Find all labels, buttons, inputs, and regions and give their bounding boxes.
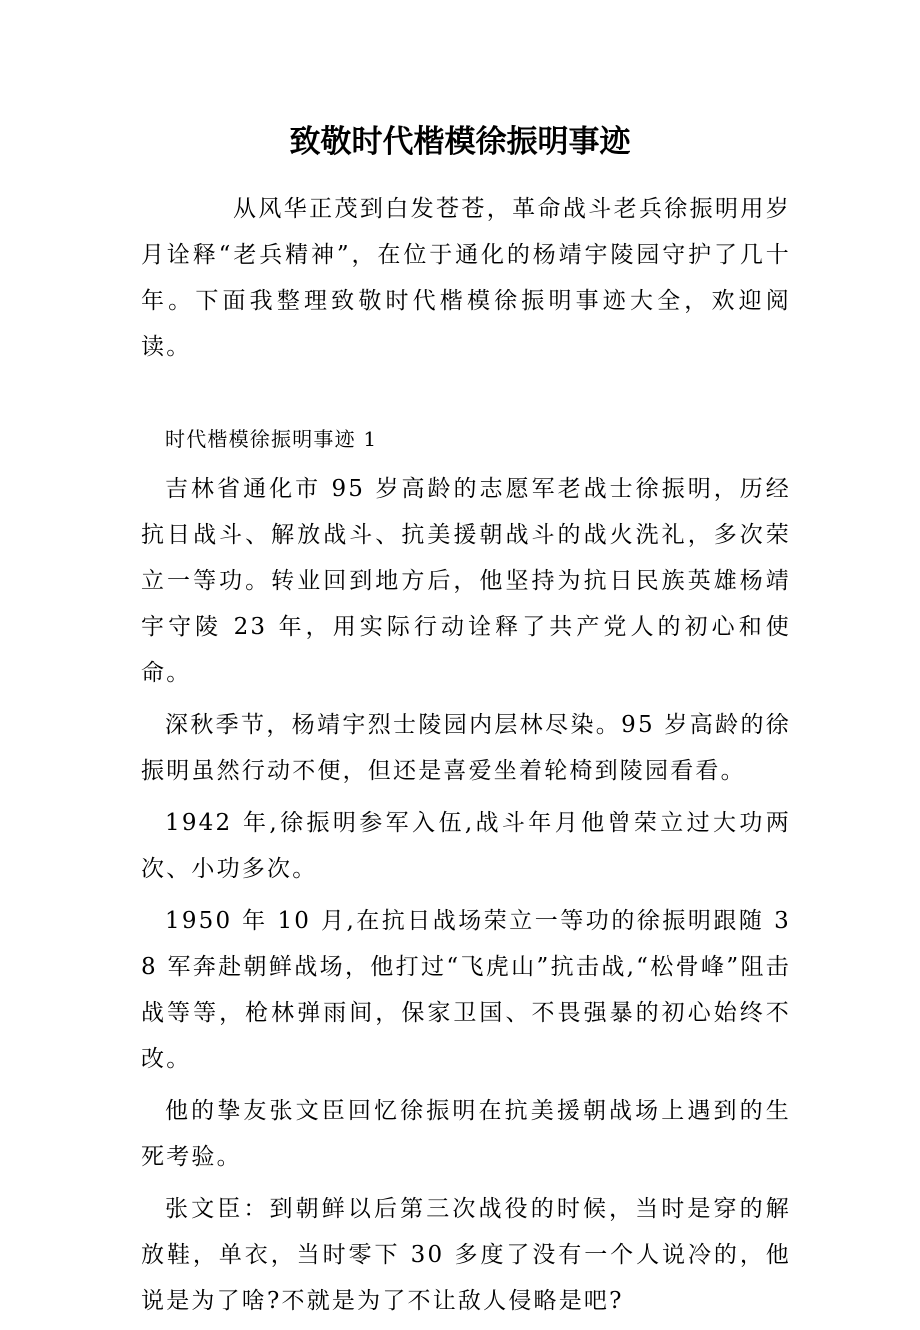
body-paragraph-2: 深秋季节，杨靖宇烈士陵园内层林尽染。95 岁高龄的徐振明虽然行动不便，但还是喜爱坐着轮椅到陵园看看。 [141,712,791,784]
document-title: 致敬时代楷模徐振明事迹 [289,124,631,160]
section-heading: 时代楷模徐振明事迹 1 [165,427,378,451]
intro-paragraph: 从风华正茂到白发苍苍，革命战斗老兵徐振明用岁月诠释“老兵精神”，在位于通化的杨靖宇陵园守护了几十年。下面我整理致敬时代楷模徐振明事迹大全，欢迎阅读。 [141,196,791,360]
body-paragraph-1: 吉林省通化市 95 岁高龄的志愿军老战士徐振明，历经抗日战斗、解放战斗、抗美援朝战斗的战火洗礼，多次荣立一等功。转业回到地方后，他坚持为抗日民族英雄杨靖宇守陵 23 年，用实际行动诠释了共产党人的初心和使命。 [141,476,791,686]
paragraph-spacer [141,370,791,416]
body-paragraph-5: 他的挚友张文臣回忆徐振明在抗美援朝战场上遇到的生死考验。 [141,1098,791,1170]
body-paragraph-4: 1950 年 10 月,在抗日战场荣立一等功的徐振明跟随 38 军奔赴朝鲜战场，他打过“飞虎山”抗击战,“松骨峰”阻击战等等，枪林弹雨间，保家卫国、不畏强暴的初心始终不改。 [141,908,791,1072]
body-paragraph-6: 张文臣：到朝鲜以后第三次战役的时候，当时是穿的解放鞋，单衣，当时零下 30 多度了没有一个人说冷的，他说是为了啥?不就是为了不让敌人侵略是吧? [141,1196,791,1314]
body-paragraph-3: 1942 年,徐振明参军入伍,战斗年月他曾荣立过大功两次、小功多次。 [141,810,791,882]
document-body [141,186,791,1330]
